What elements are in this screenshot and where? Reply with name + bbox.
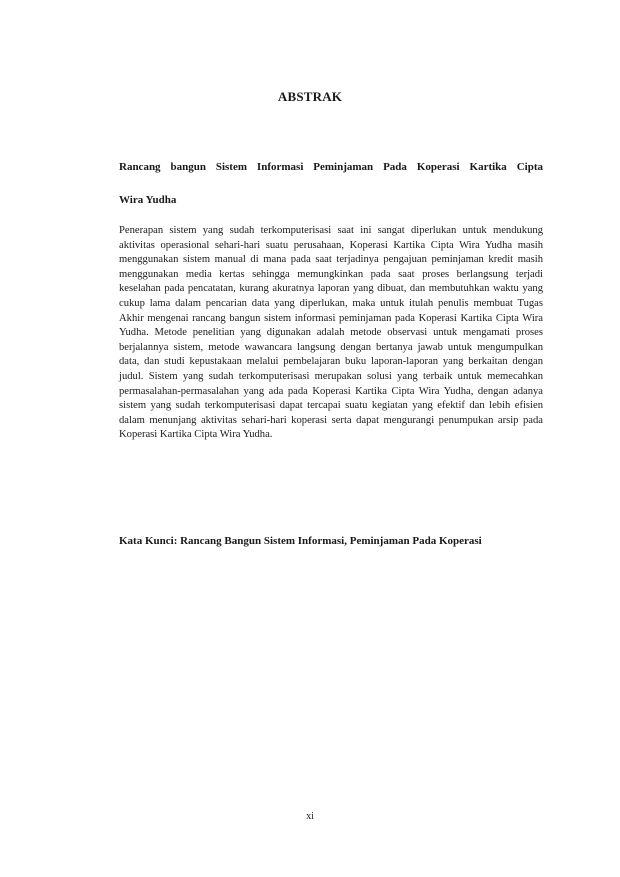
thesis-title-line-2: Wira Yudha bbox=[119, 194, 177, 206]
keywords: Kata Kunci: Rancang Bangun Sistem Informasi, Peminjaman Pada Koperasi bbox=[119, 535, 482, 547]
page-title: ABSTRAK bbox=[277, 89, 343, 104]
abstract-paragraph: Penerapan sistem yang sudah terkomputerisasi saat ini sangat diperlukan untuk mendukung aktivitas operasional sehari-hari suatu perusahaan, Koperasi Kartika Cipta Wira Yudha masih menggunakan sistem manual di mana pada saat terjadinya pengajuan peminjaman kredit masih menggunakan media kertas sehingga memungkinkan pada saat proses berlangsung terjadi keselahan pada pencatatan, kurang akuratnya laporan yang dibuat, dan membutuhkan waktu yang cukup lama dalam pencarian data yang diperlukan, maka untuk itulah penulis membuat Tugas Akhir mengenai rancang bangun sistem informasi peminjaman pada Koperasi Kartika Cipta Wira Yudha. Metode penelitian yang digunakan adalah metode observasi untuk mengamati proses berjalannya sistem, metode wawancara langsung dengan bertanya jawab untuk mengumpulkan data, dan studi kepustakaan melalui pembelajaran buku laporan-laporan yang berkaitan dengan judul. Sistem yang sudah terkomputerisasi merupakan solusi yang terbaik untuk memecahkan permasalahan-permasalahan yang ada pada Koperasi Kartika Cipta Wira Yudha, dengan adanya sistem yang sudah terkomputerisasi dapat tercapai suatu kegiatan yang efektif dan lebih efisien dalam menunjang aktivitas sehari-hari koperasi serta dapat mengurangi penumpukan arsip pada Koperasi Kartika Cipta Wira Yudha. bbox=[119, 225, 543, 441]
thesis-title-line-1: Rancang bangun Sistem Informasi Peminjaman Pada Koperasi Kartika Cipta bbox=[119, 161, 543, 173]
thesis-title bbox=[119, 151, 543, 217]
page-number: xi bbox=[306, 811, 314, 822]
